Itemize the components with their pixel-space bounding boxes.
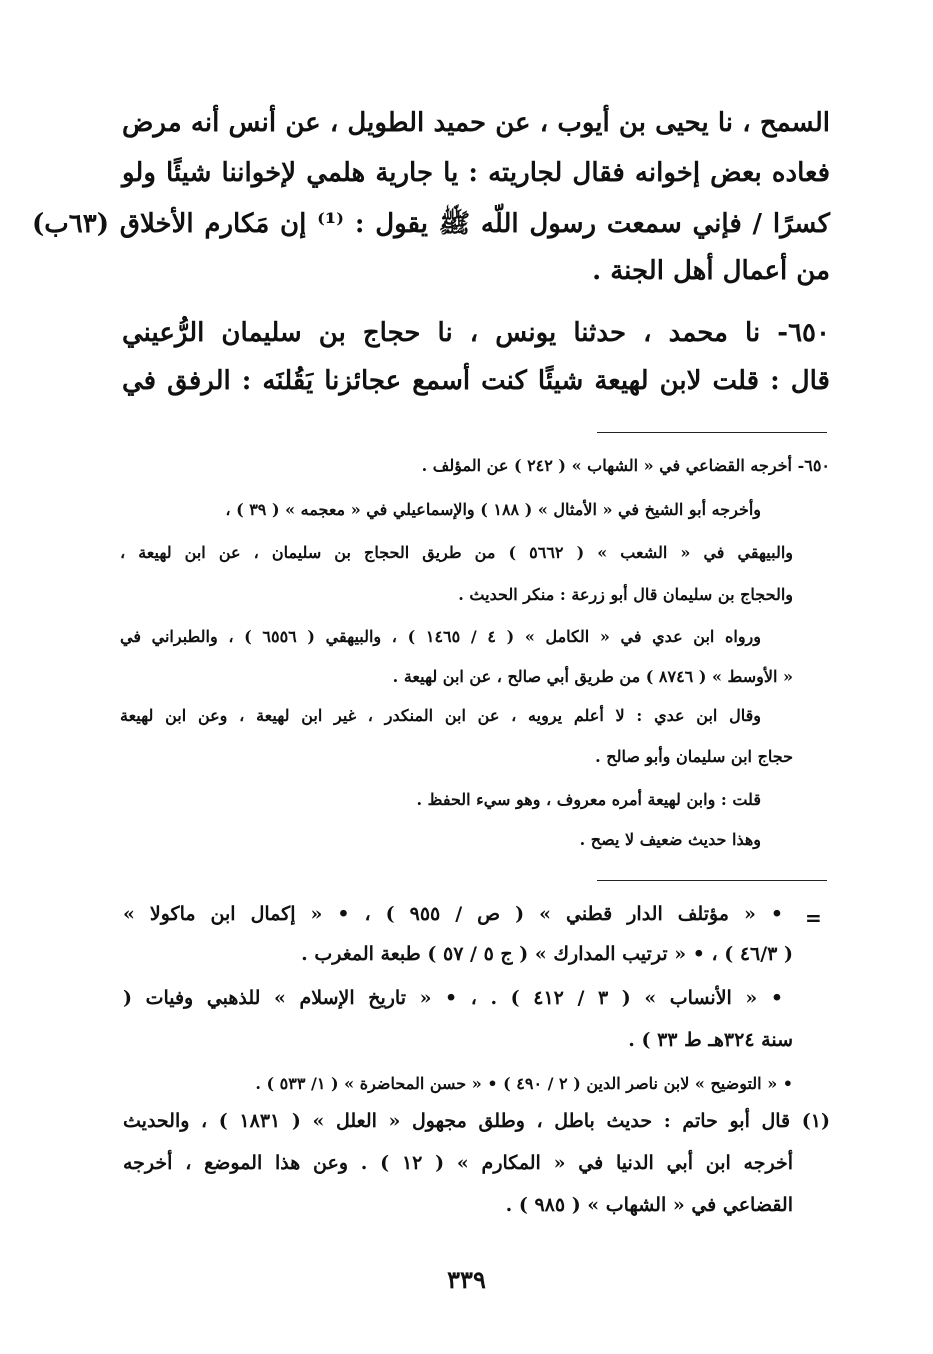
continuation-mark: = [805, 906, 822, 930]
takhrij-line-4: والحجاج بن سليمان قال أبو زرعة : منكر الحديث . [458, 585, 793, 604]
main-text-line-1: السمح ، نا يحيى بن أيوب ، عن حميد الطويل ، عن أنس أنه مرض [122, 108, 830, 138]
notes-line-2: ( ٤٦/٣ ) ، • « ترتيب المدارك » ( ج ٥ / ٥٧ ) طبعة المغرب . [301, 943, 793, 965]
takhrij-line-9: قلت : وابن لهيعة أمره معروف ، وهو سيء الحفظ . [416, 790, 761, 809]
main-text-line-4: من أعمال أهل الجنة . [592, 256, 830, 286]
hadith-650-line-2: قال : قلت لابن لهيعة شيئًا كنت أسمع عجائزنا يَقُلنَه : الرفق في [122, 366, 830, 396]
notes-line-1: • « مؤتلف الدار قطني » ( ص / ٩٥٥ ) ، • « إكمال ابن ماكولا » [123, 903, 783, 925]
takhrij-line-8: حجاج ابن سليمان وأبو صالح . [595, 747, 793, 766]
notes-line-5: • « التوضيح » لابن ناصر الدين ( ٢ / ٤٩٠ ) • « حسن المحاضرة » ( ١/ ٥٣٣ ) . [255, 1074, 793, 1093]
page-number: ٣٣٩ [447, 1265, 486, 1294]
footnote-1-line-1-text: قال أبو حاتم : حديث باطل ، وطلق مجهول « العلل » ( ١٨٣١ ) ، والحديث [123, 1110, 791, 1132]
main-text-line-3: كسرًا / فإني سمعت رسول اللّه ﷺ يقول : ⁽¹⁾ إن مَكارم الأخلاق (٦٣ب) [32, 209, 830, 239]
takhrij-line-2: وأخرجه أبو الشيخ في « الأمثال » ( ١٨٨ ) والإسماعيلي في « معجمه » ( ٣٩ ) ، [225, 500, 761, 519]
hadith-number: ٦٥٠- [777, 318, 830, 348]
footnote-separator-2 [597, 880, 827, 881]
takhrij-line-1 [422, 456, 830, 475]
takhrij-number: ٦٥٠- [797, 456, 830, 475]
takhrij-line-6: « الأوسط » ( ٨٧٤٦ ) من طريق أبي صالح ، عن ابن لهيعة . [392, 667, 793, 686]
footnote-separator-1 [597, 432, 827, 433]
takhrij-line-10: وهذا حديث ضعيف لا يصح . [579, 830, 761, 849]
notes-line-3: • « الأنساب » ( ٣ / ٤١٢ ) . ، • « تاريخ الإسلام » للذهبي وفيات ( [123, 987, 783, 1009]
hadith-line-1-text: نا محمد ، حدثنا يونس ، نا حجاج بن سليمان الرُّعيني [122, 318, 761, 348]
takhrij-line-7: وقال ابن عدي : لا أعلم يرويه ، عن ابن المنكدر ، غير ابن لهيعة ، وعن ابن لهيعة [120, 706, 761, 725]
takhrij-line-1-text: أخرجه القضاعي في « الشهاب » ( ٢٤٢ ) عن المؤلف . [421, 456, 792, 475]
takhrij-line-3: والبيهقي في « الشعب » ( ٥٦٦٢ ) من طريق الحجاج بن سليمان ، عن ابن لهيعة ، [120, 543, 793, 562]
takhrij-line-5: ورواه ابن عدي في « الكامل » ( ٤ / ١٤٦٥ ) ، والبيهقي ( ٦٥٥٦ ) ، والطبراني في [120, 627, 762, 646]
footnote-1-line-1 [123, 1110, 830, 1132]
main-text-line-2: فعاده بعض إخوانه فقال لجاريته : يا جارية هلمي لإخواننا شيئًا ولو [122, 158, 830, 188]
footnote-1-marker: (١) [801, 1110, 830, 1132]
footnote-1-line-2: أخرجه ابن أبي الدنيا في « المكارم » ( ١٢ ) . وعن هذا الموضع ، أخرجه [123, 1152, 793, 1174]
footnote-1-line-3: القضاعي في « الشهاب » ( ٩٨٥ ) . [505, 1194, 793, 1216]
hadith-650-line-1 [122, 318, 830, 348]
notes-line-4: سنة ٣٢٤هـ ط ٣٣ ) . [628, 1029, 793, 1051]
